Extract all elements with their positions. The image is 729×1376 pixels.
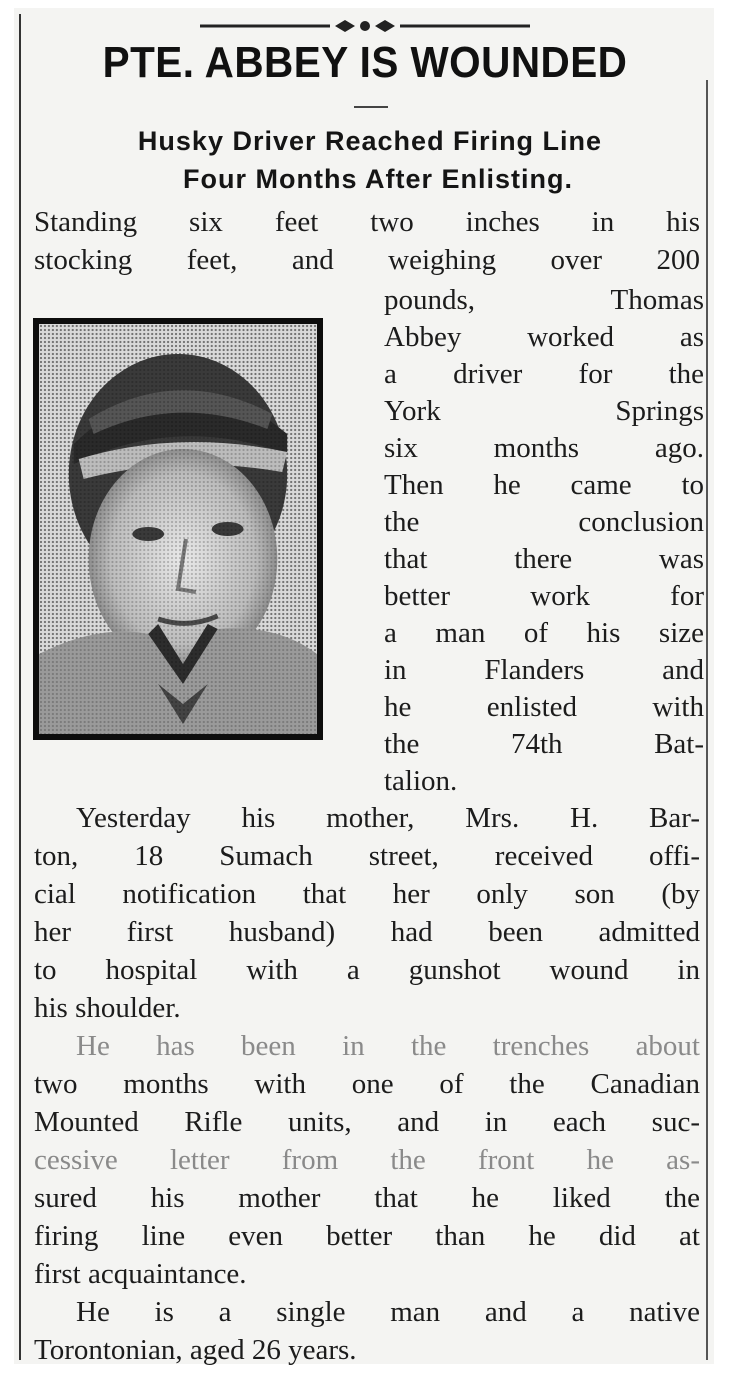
body-line: the 74th Bat- xyxy=(384,728,704,760)
body-line: firing line even better than he did at xyxy=(34,1220,700,1252)
body-line: Then he came to xyxy=(384,469,704,501)
body-line: cessive letter from the front he as- xyxy=(34,1144,700,1176)
body-line: his shoulder. xyxy=(34,992,181,1024)
body-line: in Flanders and xyxy=(384,654,704,686)
body-line: talion. xyxy=(384,765,458,797)
body-line: Yesterday his mother, Mrs. H. Bar- xyxy=(76,802,700,834)
body-line: Torontonian, aged 26 years. xyxy=(34,1334,357,1366)
body-line: the conclusion xyxy=(384,506,704,538)
body-line: He is a single man and a native xyxy=(76,1296,700,1328)
body-line: ton, 18 Sumach street, received offi- xyxy=(34,840,700,872)
body-line: that there was xyxy=(384,543,704,575)
headline-divider xyxy=(354,106,388,108)
article-subheadline-2: Four Months After Enlisting. xyxy=(183,164,573,194)
body-line: first acquaintance. xyxy=(34,1258,247,1290)
body-line: a man of his size xyxy=(384,617,704,649)
body-line: Abbey worked as xyxy=(384,321,704,353)
portrait-photo-icon xyxy=(39,324,317,734)
body-line: pounds, Thomas xyxy=(384,284,704,316)
body-line: her first husband) had been admitted xyxy=(34,916,700,948)
body-line: Mounted Rifle units, and in each suc- xyxy=(34,1106,700,1138)
body-line: six months ago. xyxy=(384,432,704,464)
body-line: a driver for the xyxy=(384,358,704,390)
body-line: to hospital with a gunshot wound in xyxy=(34,954,700,986)
body-line: better work for xyxy=(384,580,704,612)
body-line: stocking feet, and weighing over 200 xyxy=(34,244,700,276)
body-line: Standing six feet two inches in his xyxy=(34,206,700,238)
body-line: York Springs xyxy=(384,395,704,427)
portrait-photo xyxy=(33,318,323,740)
ornament-divider-icon xyxy=(200,18,530,34)
body-line: two months with one of the Canadian xyxy=(34,1068,700,1100)
article-subheadline-1: Husky Driver Reached Firing Line xyxy=(137,126,603,156)
column-rule-right xyxy=(706,80,708,1360)
body-line: cial notification that her only son (by xyxy=(34,878,700,910)
article-headline: PTE. ABBEY IS WOUNDED xyxy=(102,38,628,87)
column-rule-left xyxy=(19,14,21,1360)
body-line: he enlisted with xyxy=(384,691,704,723)
body-line: He has been in the trenches about xyxy=(76,1030,700,1062)
body-line: sured his mother that he liked the xyxy=(34,1182,700,1214)
